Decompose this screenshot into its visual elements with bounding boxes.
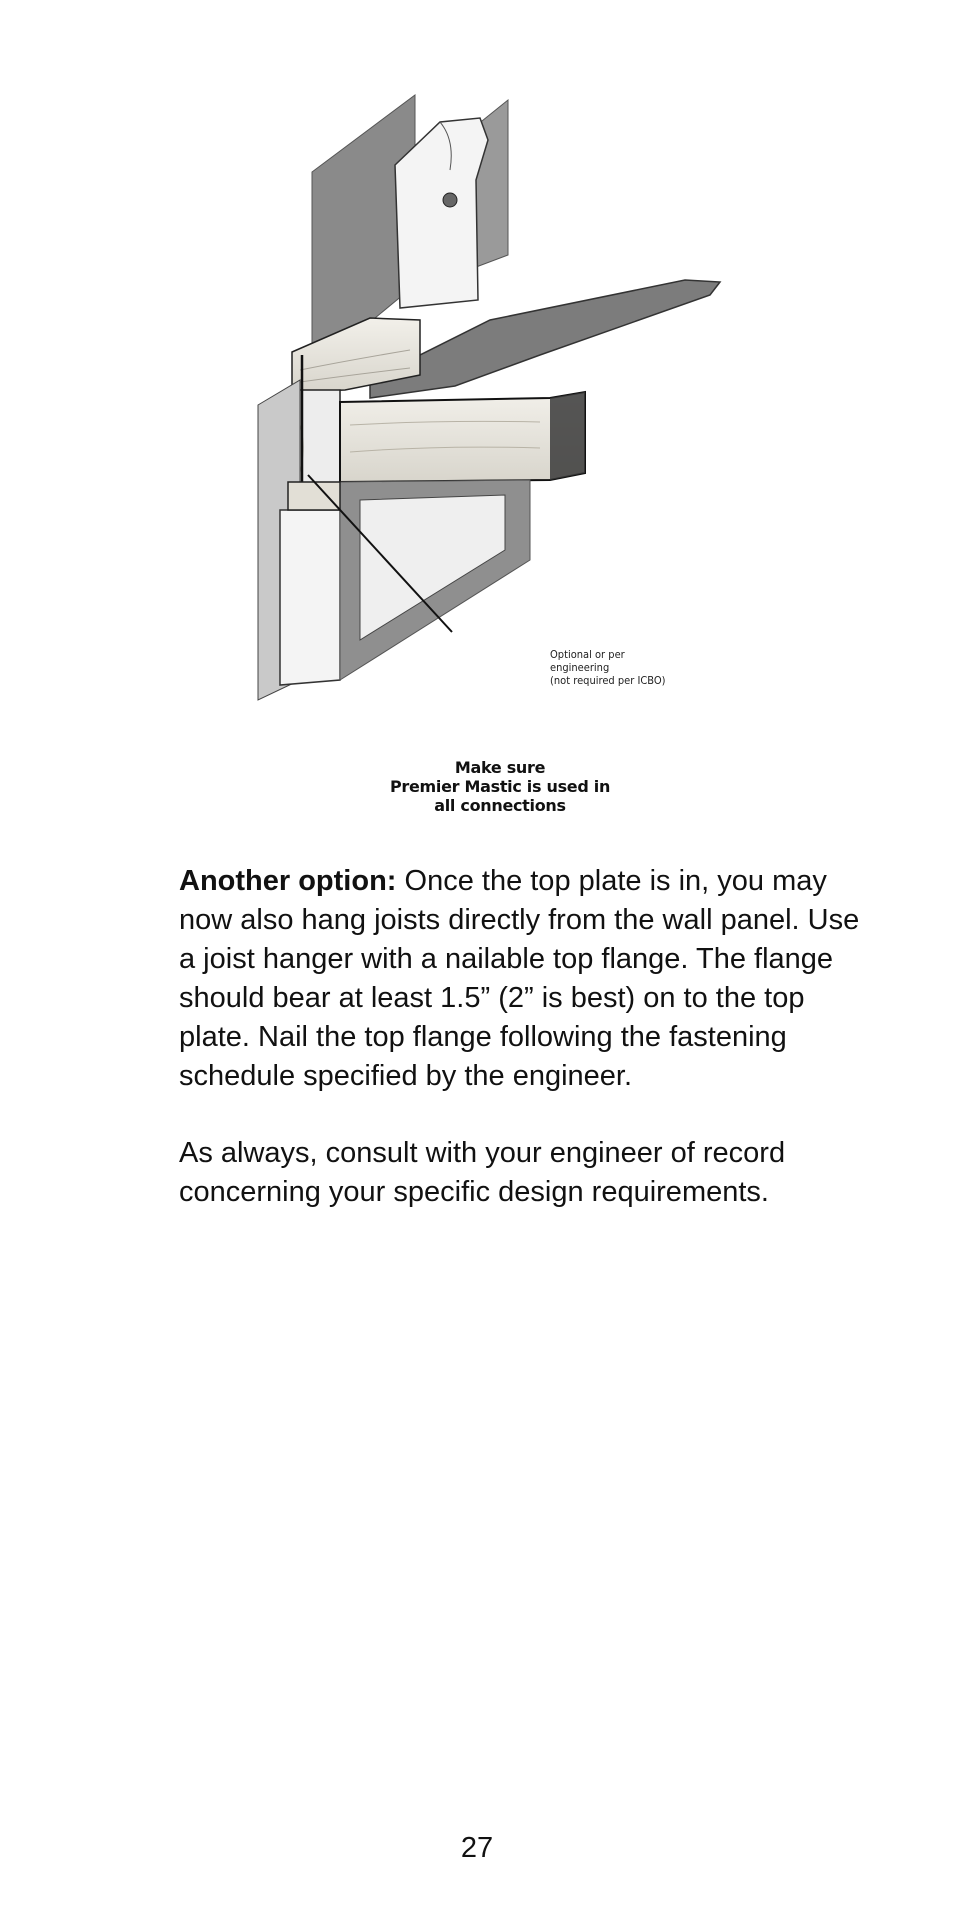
paragraph-another-option xyxy=(179,862,879,1096)
floor-joist xyxy=(340,392,585,482)
bottom-plate xyxy=(288,482,340,510)
figure-caption xyxy=(240,758,760,815)
callout-line-1: Optional or per xyxy=(550,648,625,661)
callout-line-2: engineering xyxy=(550,661,610,674)
callout-line-3: (not required per ICBO) xyxy=(550,674,666,687)
joist-hanger-figure xyxy=(240,80,760,840)
paragraph-body: Once the top plate is in, you may now also hang joists directly from the wall panel. Use a joist hanger with a nailable top flange. The flange should bear at least 1.5” (2” is best) on to the top plate. Nail the top flange following the fastening schedule specified by the engineer. xyxy=(179,865,860,1092)
bolt-hole xyxy=(443,193,457,207)
page-number: 27 xyxy=(460,1832,494,1864)
lower-panel-face xyxy=(280,510,340,685)
paragraph-consult-engineer: As always, consult with your engineer of record concerning your specific design requirements. xyxy=(179,1137,786,1208)
engineering-callout xyxy=(550,648,666,687)
paragraph-lead: Another option: xyxy=(179,865,397,897)
joist-hanger-drawing xyxy=(240,80,760,740)
caption-line-2: Premier Mastic is used in xyxy=(389,777,611,796)
body-text xyxy=(179,862,879,1250)
caption-line-3: all connections xyxy=(434,796,566,815)
caption-line-1: Make sure xyxy=(454,758,546,777)
